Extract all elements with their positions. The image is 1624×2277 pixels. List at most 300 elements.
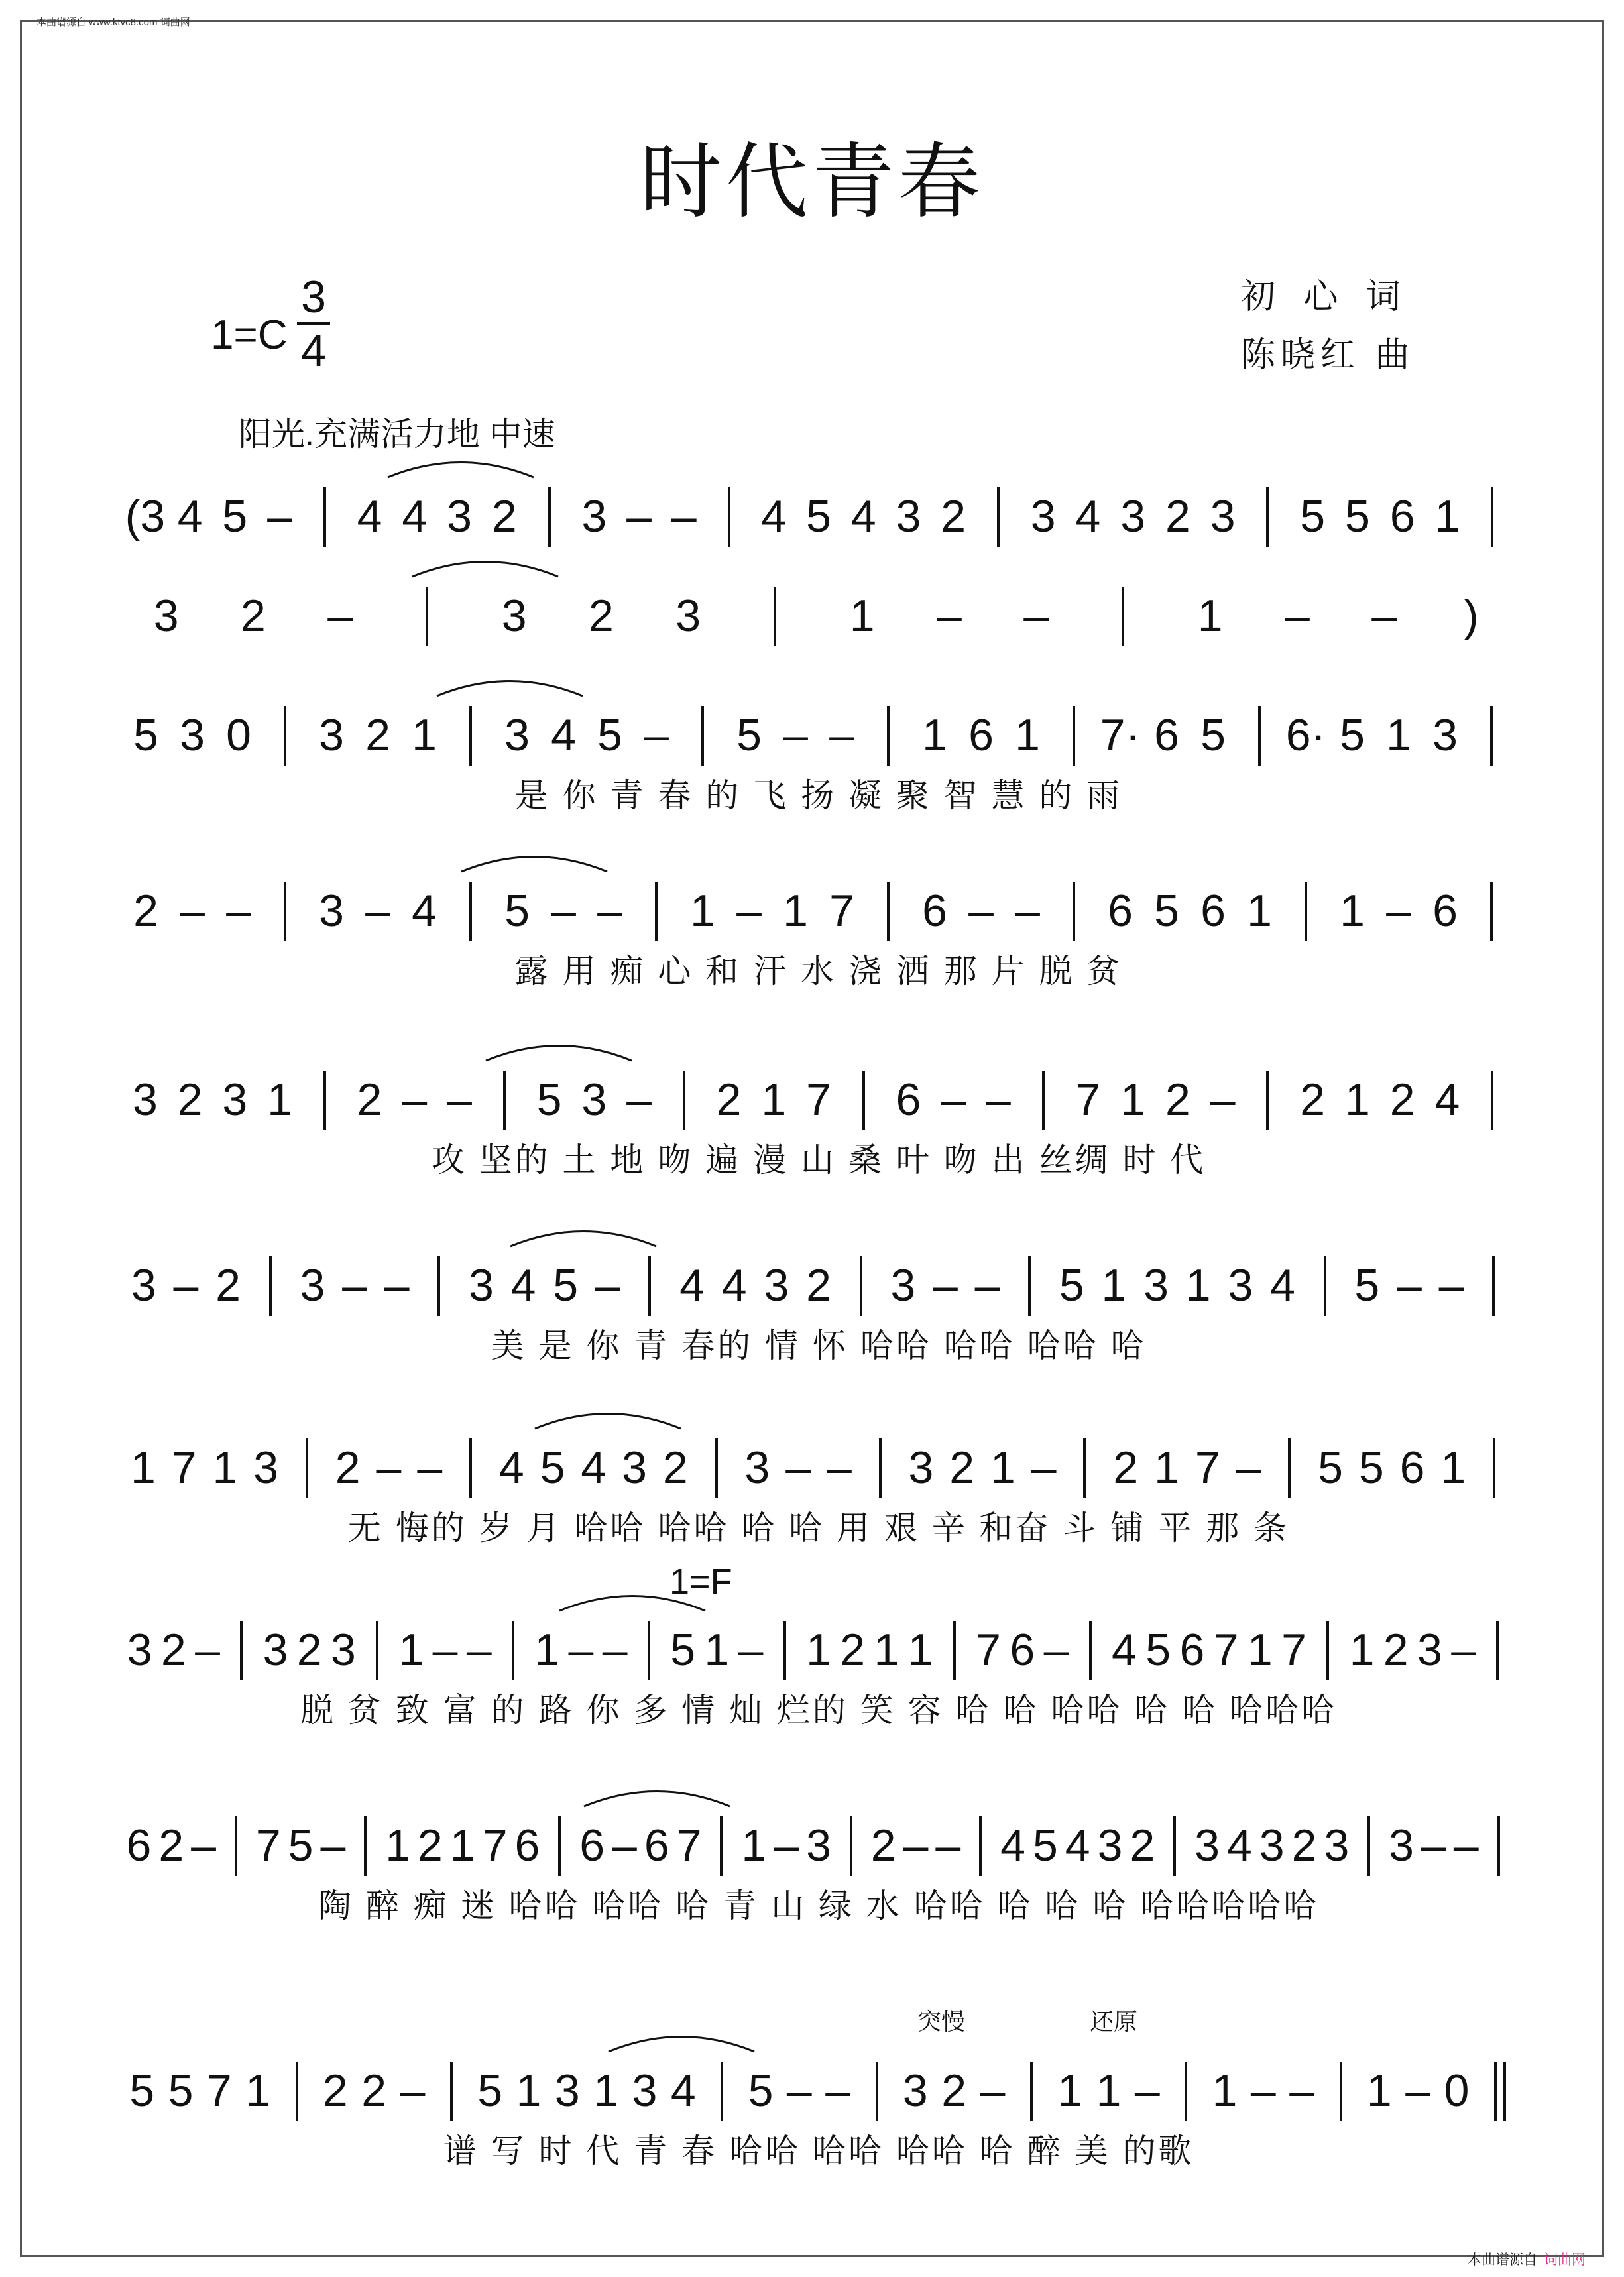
note-token: – (826, 1442, 852, 1493)
song-title: 时代青春 (639, 135, 984, 230)
note-token: 2 (1165, 1075, 1190, 1125)
lyric-line: 攻 坚的 土 地 吻 遍 漫 山 桑 叶 吻 出 丝绸 时 代 (431, 1141, 1206, 1179)
note-token: 3 (222, 1075, 248, 1125)
bar-line (1367, 1816, 1370, 1876)
note-token: 2 (588, 591, 614, 641)
note-token: 6 (1179, 1625, 1205, 1675)
note-token: 5 (736, 710, 762, 760)
note-token: 2 (1389, 1075, 1415, 1125)
note-token: ) (1464, 591, 1479, 641)
bar-line (364, 1816, 367, 1876)
bar-line (683, 1071, 685, 1130)
note-token: 1 (704, 1625, 730, 1675)
bar-line (1266, 1071, 1269, 1130)
note-token: – (376, 1442, 402, 1493)
note-token: 7 (482, 1820, 508, 1871)
note-token: 1 (907, 1625, 933, 1675)
note-token: 1 (1344, 1075, 1370, 1125)
note-token: – (736, 886, 762, 936)
lyric-line: 美 是 你 青 春的 情 怀 哈哈 哈哈 哈哈 哈 (491, 1327, 1147, 1364)
bar-line (721, 2062, 723, 2121)
note-token: 3 (1259, 1820, 1285, 1871)
note-token: 4 (1065, 1820, 1090, 1871)
note-token: 4 (1000, 1820, 1025, 1871)
note-token: 3 (675, 591, 701, 641)
note-token: – (671, 491, 697, 542)
note-token: 4 (581, 1442, 607, 1493)
note-token: 4 (177, 491, 203, 542)
header-note: 本曲谱源自 www.ktvc8.com 词曲网 (36, 17, 190, 28)
note-token: 5 (129, 2066, 155, 2116)
note-token: 6 (968, 710, 994, 760)
bar-line (296, 2062, 298, 2121)
note-token: – (941, 1075, 966, 1125)
note-token: 1 (1120, 1075, 1146, 1125)
note-token: – (180, 886, 205, 936)
note-token: 1 (1197, 591, 1223, 641)
note-token: 3 (1228, 1260, 1253, 1311)
note-token: – (402, 1075, 428, 1125)
note-token: – (936, 591, 962, 641)
note-token: 3 (581, 491, 607, 542)
note-token: – (1236, 1442, 1261, 1493)
note-token: 5 (1340, 710, 1365, 760)
note-token: 6 (579, 1820, 605, 1871)
note-token: 1 (1366, 2066, 1392, 2116)
note-token: 4 (1226, 1820, 1252, 1871)
note-token: – (466, 1625, 492, 1675)
note-token: – (785, 1442, 811, 1493)
bar-line (1340, 2062, 1342, 2121)
footer-site: 词曲网 (1544, 2252, 1586, 2268)
note-token: (3 (125, 491, 166, 542)
note-token: – (551, 886, 576, 936)
note-token: – (342, 1260, 367, 1311)
note-token: – (432, 1625, 458, 1675)
note-token: – (400, 2066, 426, 2116)
note-token: 2 (662, 1442, 688, 1493)
note-token: – (829, 710, 854, 760)
note-token: 4 (551, 710, 576, 760)
note-token: – (626, 491, 652, 542)
note-token: – (597, 886, 622, 936)
bar-line (450, 2062, 453, 2121)
lyricist-credit: 初 心 词 (1241, 278, 1410, 316)
bar-line (655, 882, 658, 941)
note-token: 1 (990, 1442, 1015, 1493)
note-token: – (1043, 1625, 1069, 1675)
note-token: 4 (357, 491, 382, 542)
note-token: 1 (922, 710, 947, 760)
note-token: – (935, 1820, 961, 1871)
bar-line (648, 1256, 651, 1316)
note-token: 1 (1440, 1442, 1466, 1493)
sudden-slow-mark: 突慢 (917, 2008, 966, 2035)
note-token: 3 (262, 1625, 288, 1675)
note-token: 5 (1354, 1260, 1380, 1311)
note-token: 2 (491, 491, 517, 542)
note-token: 6 (644, 1820, 669, 1871)
note-token: – (1289, 2066, 1315, 2116)
lyric-line: 谱 写 时 代 青 春 哈哈 哈哈 哈哈 哈 醉 美 的歌 (443, 2132, 1194, 2170)
note-token: 3 (908, 1442, 934, 1493)
note-token: 6 (1432, 886, 1458, 936)
note-token: 3 (1030, 491, 1056, 542)
note-token: 1 (1185, 1260, 1211, 1311)
note-token: 4 (1434, 1075, 1460, 1125)
note-token: 4 (679, 1260, 705, 1311)
note-token: – (1023, 591, 1049, 641)
bar-line (1493, 1438, 1495, 1498)
note-token: 4 (510, 1260, 536, 1311)
bar-line (1028, 1256, 1031, 1316)
note-token: 2 (716, 1075, 742, 1125)
note-token: 1 (412, 710, 437, 760)
bar-line (715, 1438, 718, 1498)
bar-line (783, 1621, 786, 1680)
note-token: 3 (300, 1260, 325, 1311)
bar-line (1305, 882, 1307, 941)
note-token: – (1210, 1075, 1236, 1125)
note-token: 7 (1281, 1625, 1306, 1675)
note-token: – (267, 491, 293, 542)
note-token: 3 (1432, 710, 1458, 760)
note-token: 7 (976, 1625, 1002, 1675)
note-token: 3 (132, 1075, 158, 1125)
note-token: – (417, 1442, 443, 1493)
footer (1468, 2249, 1586, 2269)
bar-line (469, 706, 472, 766)
note-token: 1 (1101, 1260, 1127, 1311)
note-token: 5 (748, 2066, 774, 2116)
slur-arc (437, 681, 583, 697)
note-token: – (226, 886, 251, 936)
composer-credit: 陈晓红 曲 (1241, 336, 1415, 375)
bar-line (1073, 706, 1075, 766)
note-token: 5 (1300, 491, 1326, 542)
bar-line (1030, 2062, 1033, 2121)
note-token: 1 (806, 1625, 831, 1675)
note-token: 2 (941, 2066, 967, 2116)
note-token: – (644, 710, 669, 760)
note-token: 1 (385, 1820, 411, 1871)
note-token: 2 (215, 1260, 241, 1311)
note-token: 2 (1130, 1820, 1155, 1871)
bar-line (323, 487, 326, 547)
note-token: 2 (1113, 1442, 1139, 1493)
note-token: 1 (874, 1625, 899, 1675)
note-token: – (191, 1820, 216, 1871)
note-token: – (1371, 591, 1397, 641)
note-token: – (1015, 886, 1040, 936)
note-token: 1 (130, 1442, 156, 1493)
note-token: 2 (1300, 1075, 1326, 1125)
key-change: 1=F (669, 1562, 732, 1602)
note-token: 5 (1145, 1625, 1171, 1675)
note-token: – (320, 1820, 346, 1871)
note-token: 3 (180, 710, 205, 760)
bar-line (284, 706, 286, 766)
note-token: 2 (1165, 491, 1190, 542)
note-token: 4 (1112, 1625, 1137, 1675)
note-token: 3 (127, 1625, 152, 1675)
note-token: 5 (477, 2066, 503, 2116)
note-token: 5 (1032, 1820, 1058, 1871)
bar-line (503, 1071, 506, 1130)
slur-arc (486, 1046, 632, 1061)
bar-line (1173, 1816, 1176, 1876)
note-token: 2 (941, 491, 966, 542)
note-token: – (774, 1820, 799, 1871)
note-token: 1 (690, 886, 715, 936)
slur-arc (388, 463, 534, 478)
note-token: – (932, 1260, 958, 1311)
note-token: – (783, 710, 808, 760)
note-token: 6 (1010, 1625, 1035, 1675)
note-token: 1 (1386, 710, 1411, 760)
note-token: 5 (1059, 1260, 1084, 1311)
note-token: 3 (1389, 1820, 1414, 1871)
bar-line (1492, 1256, 1495, 1316)
note-token: 4 (721, 1260, 747, 1311)
slur-arc (584, 1792, 730, 1807)
bar-line (1494, 2062, 1506, 2121)
bar-line (887, 706, 890, 766)
bar-line (1042, 1071, 1045, 1130)
note-token: 3 (622, 1442, 647, 1493)
note-token: 5 (168, 2066, 194, 2116)
note-token: – (1284, 591, 1310, 641)
note-token: 3 (504, 710, 530, 760)
note-token: 3 (153, 591, 179, 641)
note-token: – (1421, 1820, 1446, 1871)
bar-line (1326, 1621, 1329, 1680)
note-token: 1 (449, 1820, 475, 1871)
bar-line (879, 1438, 882, 1498)
bar-line (860, 1256, 862, 1316)
note-token: 3 (632, 2066, 658, 2116)
note-token: 2 (240, 591, 266, 641)
note-token: 2 (160, 1625, 186, 1675)
note-token: 1 (1057, 2066, 1083, 2116)
note-token: 6 (514, 1820, 540, 1871)
footer-source: 本曲谱源自 (1468, 2252, 1537, 2268)
note-token: 1 (1349, 1625, 1375, 1675)
note-token: 3 (1097, 1820, 1123, 1871)
note-token: 3 (744, 1442, 770, 1493)
tempo-marking: 阳光.充满活力地 中速 (239, 416, 555, 453)
bar-line (1490, 706, 1493, 766)
note-token: 1 (267, 1075, 293, 1125)
note-token: 5 (1318, 1442, 1343, 1493)
note-token: – (626, 1075, 652, 1125)
note-token: 1 (741, 1820, 767, 1871)
bar-line (323, 1071, 326, 1130)
key-signature: 1=C (211, 312, 288, 358)
note-token: 4 (402, 491, 428, 542)
note-token: 2 (322, 2066, 348, 2116)
note-token: 3 (319, 710, 344, 760)
note-token: – (1386, 886, 1411, 936)
note-token: 4 (1270, 1260, 1295, 1311)
bar-line (1288, 1438, 1291, 1498)
note-token: – (738, 1625, 764, 1675)
note-token: – (195, 1625, 220, 1675)
note-token: – (1396, 1260, 1422, 1311)
a-tempo-mark: 还原 (1089, 2008, 1138, 2035)
note-token: 3 (131, 1260, 156, 1311)
bar-line (437, 1256, 440, 1316)
note-token: 5 (1200, 710, 1226, 760)
bar-line (701, 706, 704, 766)
bar-line (979, 1816, 982, 1876)
note-token: 5 (806, 491, 831, 542)
bar-line (728, 487, 730, 547)
bar-line (1491, 487, 1493, 547)
note-token: – (1405, 2066, 1431, 2116)
note-token: 0 (226, 710, 251, 760)
note-token: 1 (516, 2066, 542, 2116)
note-token: 1 (534, 1625, 560, 1675)
note-token: 1 (783, 886, 808, 936)
note-token: 3 (1210, 491, 1236, 542)
note-token: 1 (849, 591, 875, 641)
bar-line (306, 1438, 308, 1498)
lyric-line: 是 你 青 春 的 飞 扬 凝 聚 智 慧 的 雨 (514, 777, 1123, 814)
note-token: 5 (540, 1442, 565, 1493)
note-token: – (974, 1260, 1000, 1311)
note-token: 7 (255, 1820, 281, 1871)
bar-line (1073, 882, 1075, 941)
bar-line (240, 1621, 243, 1680)
note-token: – (825, 2066, 851, 2116)
note-token: 3 (1324, 1820, 1350, 1871)
note-token: 1 (1015, 710, 1040, 760)
note-token: 2 (418, 1820, 443, 1871)
note-token: 5 (670, 1625, 696, 1675)
note-token: 7 (1075, 1075, 1101, 1125)
note-token: 3 (501, 591, 527, 641)
note-token: 5 (288, 1820, 314, 1871)
note-token: 3 (890, 1260, 916, 1311)
bar-line (1496, 1621, 1499, 1680)
note-token: 2 (335, 1442, 361, 1493)
note-token: 3 (331, 1625, 356, 1675)
note-token: 5 (1344, 491, 1370, 542)
note-token: 5 (597, 710, 622, 760)
note-token: 6 (1399, 1442, 1425, 1493)
bar-line (1490, 882, 1493, 941)
bar-line (1324, 1256, 1326, 1316)
note-token: 6 (1389, 491, 1415, 542)
note-token: – (986, 1075, 1011, 1125)
note-token: 1 (1434, 491, 1460, 542)
bar-line (1258, 706, 1261, 766)
bar-line (720, 1816, 723, 1876)
bar-line (558, 1816, 561, 1876)
bar-line (774, 587, 776, 646)
note-token: 3 (1194, 1820, 1220, 1871)
note-token: – (1438, 1260, 1464, 1311)
slur-arc (609, 2037, 754, 2052)
note-token: 7· (1100, 710, 1141, 760)
bar-line (1122, 587, 1124, 646)
note-token: 3 (1417, 1625, 1442, 1675)
note-token: – (968, 886, 994, 936)
note-token: 3 (806, 1820, 831, 1871)
note-token: 3 (447, 491, 472, 542)
slur-arc (535, 1414, 681, 1429)
bar-line (997, 487, 1000, 547)
note-token: 1 (1154, 1442, 1179, 1493)
note-token: 3 (581, 1075, 607, 1125)
bar-line (1491, 1071, 1493, 1130)
note-token: – (447, 1075, 472, 1125)
bar-line (376, 1621, 378, 1680)
time-signature-top: 3 (301, 272, 326, 322)
note-token: 5 (222, 491, 248, 542)
bar-line (469, 882, 472, 941)
note-token: 2 (1383, 1625, 1409, 1675)
note-token: 6· (1285, 710, 1326, 760)
note-token: – (568, 1625, 594, 1675)
note-token: 7 (1194, 1442, 1220, 1493)
note-token: 3 (764, 1260, 789, 1311)
note-token: – (327, 591, 353, 641)
note-token: – (786, 2066, 812, 2116)
note-token: 4 (850, 491, 876, 542)
note-token: 1 (398, 1625, 424, 1675)
bar-line (876, 2062, 878, 2121)
note-token: 5 (1358, 1442, 1384, 1493)
note-token: 4 (761, 491, 787, 542)
note-token: 1 (1247, 886, 1272, 936)
note-token: 7 (1213, 1625, 1239, 1675)
note-token: 3 (253, 1442, 279, 1493)
note-token: 2 (840, 1625, 866, 1675)
note-token: 2 (949, 1442, 975, 1493)
note-token: 4 (670, 2066, 696, 2116)
note-token: 2 (1291, 1820, 1317, 1871)
note-token: 1 (1096, 2066, 1122, 2116)
lyric-line: 露 用 痴 心 和 汗 水 浇 洒 那 片 脱 贫 (514, 953, 1123, 990)
note-token: 3 (1120, 491, 1146, 542)
note-token: 7 (806, 1075, 831, 1125)
note-token: 4 (1075, 491, 1101, 542)
bar-line (269, 1256, 272, 1316)
note-token: 3 (554, 2066, 580, 2116)
slur-arc (461, 857, 607, 872)
note-token: – (612, 1820, 637, 1871)
bar-line (512, 1621, 514, 1680)
note-token: 3 (1143, 1260, 1169, 1311)
note-token: – (980, 2066, 1006, 2116)
note-token: – (602, 1625, 628, 1675)
bar-line (953, 1621, 956, 1680)
bar-line (469, 1438, 472, 1498)
note-token: 4 (498, 1442, 524, 1493)
note-token: 6 (1200, 886, 1226, 936)
note-token: 5 (504, 886, 530, 936)
note-token: – (1451, 1625, 1477, 1675)
note-token: – (903, 1820, 929, 1871)
bar-line (1089, 1621, 1092, 1680)
note-token: 6 (922, 886, 947, 936)
note-token: – (1134, 2066, 1160, 2116)
note-token: 2 (296, 1625, 322, 1675)
bar-line (1185, 2062, 1187, 2121)
bar-line (426, 587, 428, 646)
